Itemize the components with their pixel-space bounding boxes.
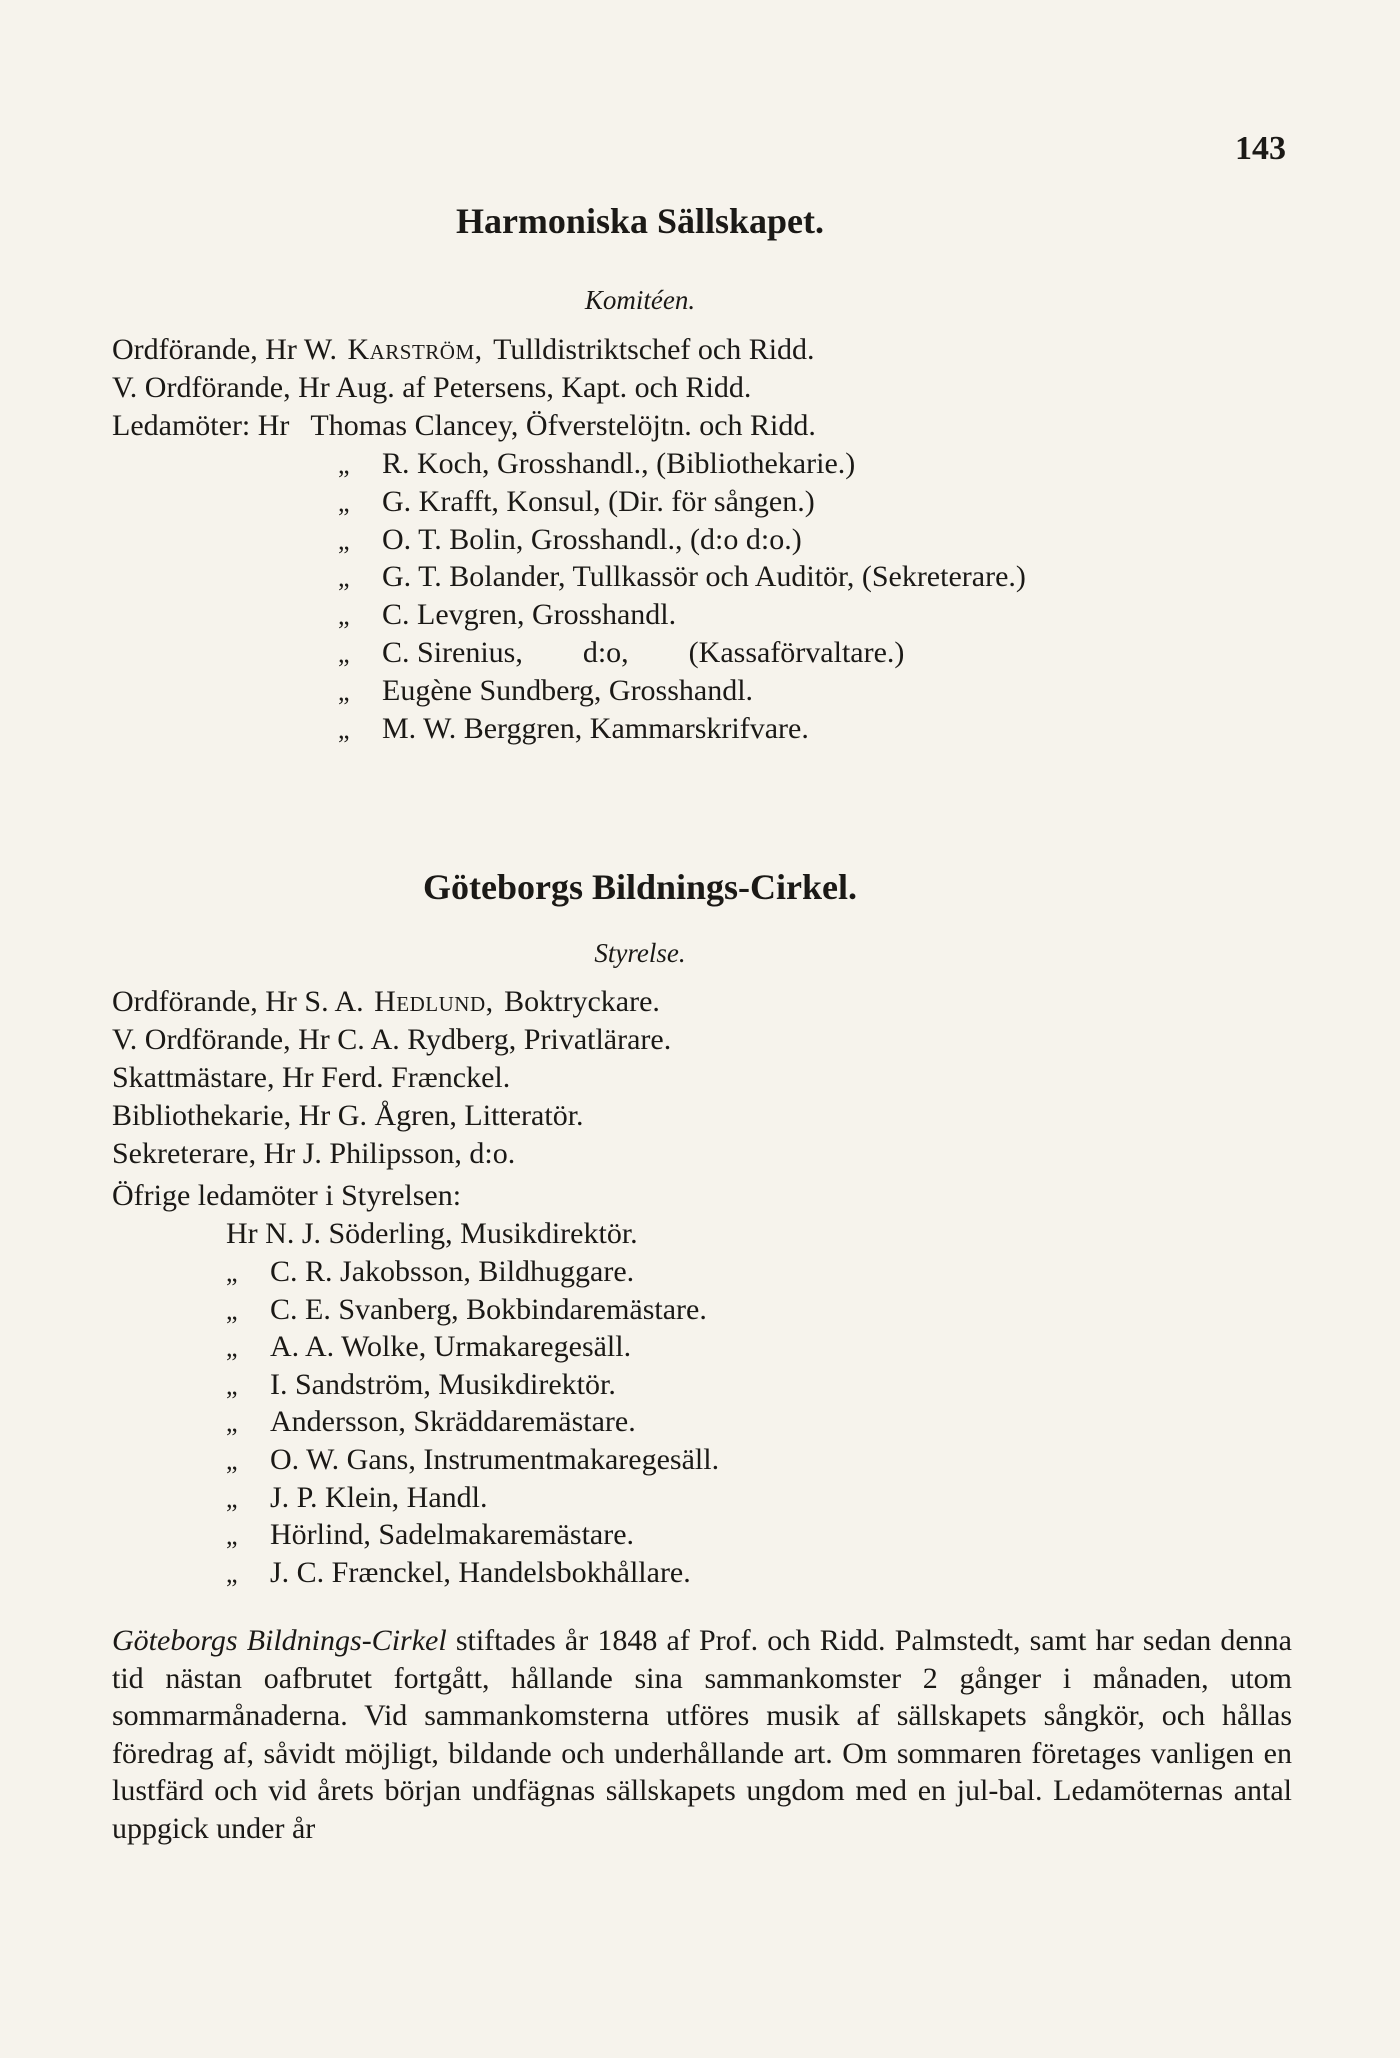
ditto-mark: „ (338, 525, 350, 555)
member-text: G. T. Bolander, Tullkassör och Auditör, (Sekreterare.) (382, 560, 1026, 594)
styrelse-member-text: I. Sandström, Musikdirektör. (270, 1367, 616, 1401)
ditto-mark: „ (226, 1483, 238, 1513)
styrelse-member-text: J. P. Klein, Handl. (270, 1480, 488, 1514)
line-ledamoter (112, 408, 816, 444)
ledamoter-label: Ledamöter: Hr (112, 409, 290, 442)
line-vice-ordforande-1: V. Ordförande, Hr Aug. af Petersens, Kapt. och Ridd. (112, 371, 752, 404)
ordforande2-title: Boktryckare. (504, 985, 660, 1018)
ditto-mark: „ (226, 1258, 238, 1287)
styrelse-member-row (226, 1555, 691, 1592)
member-text: G. Krafft, Konsul, (Dir. för sången.) (382, 484, 815, 518)
line-ordforande-1 (112, 332, 815, 368)
line-vice-ordforande-2: V. Ordförande, Hr C. A. Rydberg, Privatlärare. (112, 1023, 672, 1056)
ditto-mark: „ (226, 1446, 238, 1475)
styrelse-member-text: Andersson, Skräddaremästare. (270, 1405, 636, 1439)
member-row (338, 559, 1026, 596)
ditto-mark: „ (226, 1295, 238, 1325)
section-title-harmoniska: Harmoniska Sällskapet. (455, 201, 825, 241)
ordforande-title: Tulldistriktschef och Ridd. (493, 333, 815, 366)
styrelse-member-row (226, 1329, 631, 1366)
styrelse-member-row (226, 1367, 616, 1404)
styrelse-member-row (226, 1254, 634, 1291)
ditto-mark: „ (338, 714, 350, 744)
ordforande2-label: Ordförande, Hr S. A. (112, 985, 364, 1018)
line-sekreterare: Sekreterare, Hr J. Philipsson, d:o. (112, 1137, 516, 1170)
styrelse-member-row (226, 1292, 707, 1329)
member-row (338, 635, 904, 672)
styrelse-member-text: C. R. Jakobsson, Bildhuggare. (270, 1255, 635, 1288)
member-row (338, 597, 676, 634)
styrelse-member-text: J. C. Frænckel, Handelsbokhållare. (270, 1555, 691, 1589)
member-row (338, 484, 815, 521)
ditto-mark: „ (338, 676, 350, 706)
styrelse-member-row (226, 1517, 634, 1554)
styrelse-member-text: O. W. Gans, Instrumentmakaregesäll. (270, 1443, 720, 1476)
ditto-mark: „ (338, 487, 350, 517)
line-skattmastare: Skattmästare, Hr Ferd. Frænckel. (112, 1061, 511, 1094)
history-paragraph (112, 1622, 1292, 1848)
ledamoter-first: Thomas Clancey, Öfverstelöjtn. och Ridd. (310, 409, 816, 442)
line-ofrige-ledamoter: Öfrige ledamöter i Styrelsen: (112, 1179, 462, 1212)
page-number: 143 (1235, 130, 1286, 167)
paragraph-lead: Göteborgs Bildnings-Cirkel (112, 1624, 447, 1657)
member-row (338, 522, 802, 559)
ditto-mark: „ (226, 1370, 238, 1400)
section-subtitle-styrelse: Styrelse. (594, 938, 686, 968)
ditto-mark: „ (338, 601, 350, 631)
member-text: C. Levgren, Grosshandl. (382, 598, 677, 632)
styrelse-member-text: Hörlind, Sadelmakaremästare. (270, 1518, 635, 1552)
member-row (338, 446, 855, 483)
styrelse-member-text: C. E. Svanberg, Bokbindaremästare. (270, 1292, 707, 1326)
section-subtitle-komiteen: Komitéen. (584, 285, 696, 315)
member-row (338, 711, 809, 748)
ditto-mark: „ (338, 450, 350, 479)
styrelse-member-row (226, 1480, 488, 1517)
member-text: R. Koch, Grosshandl., (Bibliothekarie.) (382, 447, 856, 480)
ordforande2-name: Hedlund, (374, 985, 494, 1018)
ordforande-name: Karström, (347, 333, 483, 366)
ditto-mark: „ (226, 1521, 238, 1551)
member-row (338, 673, 753, 710)
line-hr-first: Hr N. J. Söderling, Musikdirektör. (226, 1217, 638, 1250)
paragraph-text: stiftades år 1848 af Prof. och Ridd. Palmstedt, samt har sedan denna tid nästan oafbrutet fortgått, hållande sina sammankomster 2 gånger i månaden, utom sommarmånaderna. Vid sammankomsterna utföres musik af sällskapets sångkör, och hållas föredrag af, såvidt möjligt, bildande och underhållande art. Om sommaren företages vanligen en lustfärd och vid årets början undfägnas sällskapets ungdom med en jul-bal. Ledamöternas antal uppgick under år (112, 1624, 1292, 1845)
member-text: M. W. Berggren, Kammarskrifvare. (382, 711, 809, 745)
section-title-bildnings-cirkel: Göteborgs Bildnings-Cirkel. (422, 867, 858, 907)
member-text: O. T. Bolin, Grosshandl., (d:o d:o.) (382, 522, 802, 556)
styrelse-member-text: A. A. Wolke, Urmakaregesäll. (270, 1330, 632, 1364)
styrelse-member-row (226, 1442, 719, 1479)
ditto-mark: „ (226, 1333, 238, 1363)
ditto-mark: „ (338, 639, 350, 668)
styrelse-member-row (226, 1404, 636, 1441)
ditto-mark: „ (226, 1408, 238, 1438)
member-text: C. Sirenius, d:o, (Kassaförvaltare.) (382, 636, 905, 669)
ditto-mark: „ (338, 563, 350, 593)
member-text: Eugène Sundberg, Grosshandl. (382, 673, 754, 707)
line-ordforande-2 (112, 984, 660, 1020)
ditto-mark: „ (226, 1558, 238, 1588)
line-bibliothekarie: Bibliothekarie, Hr G. Ågren, Litteratör. (112, 1099, 584, 1132)
ordforande-label: Ordförande, Hr W. (112, 333, 337, 366)
